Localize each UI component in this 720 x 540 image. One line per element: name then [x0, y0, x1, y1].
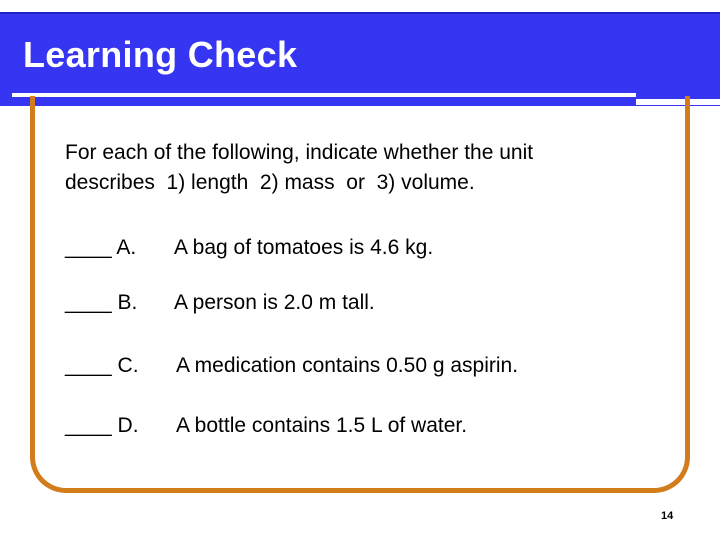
- question-c-text: A medication contains 0.50 g aspirin.: [176, 354, 519, 377]
- question-c: [65, 351, 519, 381]
- question-c-blank: ____ C.: [65, 354, 139, 377]
- question-b-text: A person is 2.0 m tall.: [174, 291, 375, 314]
- slide-number: 14: [661, 510, 674, 522]
- instructions-line-1: For each of the following, indicate whether the unit: [65, 141, 534, 164]
- question-d-text: A bottle contains 1.5 L of water.: [176, 414, 468, 437]
- slide-title: Learning Check: [23, 34, 298, 75]
- question-d-blank: ____ D.: [65, 414, 139, 437]
- question-d: [65, 411, 468, 441]
- question-a: [65, 233, 434, 263]
- question-b-blank: ____ B.: [65, 291, 138, 314]
- instructions-line-2: describes 1) length 2) mass or 3) volume.: [65, 171, 475, 194]
- question-a-blank: ____ A.: [65, 236, 137, 259]
- question-b: [65, 288, 375, 318]
- instructions: [65, 138, 533, 198]
- question-a-text: A bag of tomatoes is 4.6 kg.: [174, 236, 434, 259]
